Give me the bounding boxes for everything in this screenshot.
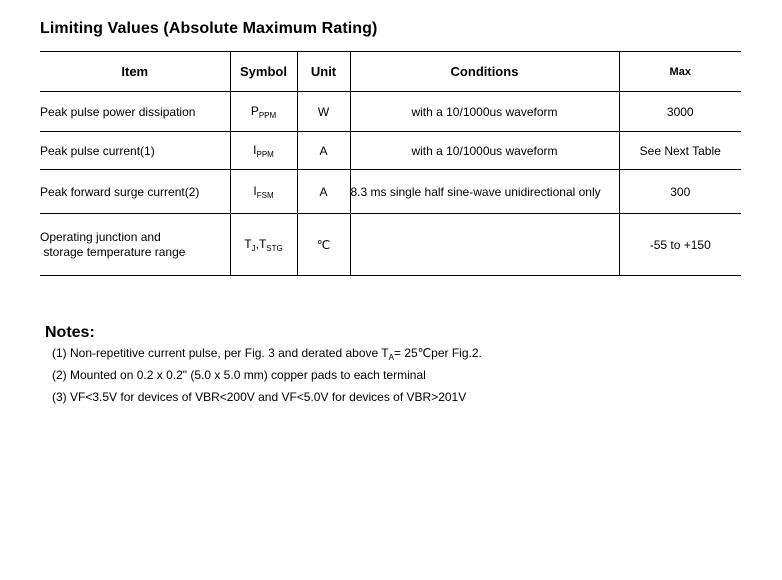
note-1: (1) Non-repetitive current pulse, per Fig. 3 and derated above $T_A=$ 25℃per Fig.2.	[52, 346, 482, 362]
row-symbol: $T_J,T_{STG}$	[230, 214, 297, 276]
row-max: 3000	[619, 92, 741, 132]
header-unit: Unit	[297, 52, 350, 92]
row-conditions: 8.3 ms single half sine-wave unidirectional only	[350, 170, 619, 214]
header-conditions: Conditions	[350, 52, 619, 92]
notes-title: Notes:	[45, 324, 95, 341]
table-header-row	[40, 52, 741, 92]
row-conditions	[350, 214, 619, 276]
row-symbol: $I_{FSM}$	[230, 170, 297, 214]
row-max: See Next Table	[619, 132, 741, 170]
row-unit: A	[297, 132, 350, 170]
row-max: 300	[619, 170, 741, 214]
row-unit: W	[297, 92, 350, 132]
row-conditions: with a 10/1000us waveform	[350, 92, 619, 132]
row-unit: ℃	[297, 214, 350, 276]
table-row	[40, 214, 741, 276]
row-item: Operating junction and storage temperature range	[40, 229, 186, 259]
row-unit: A	[297, 170, 350, 214]
note-3: (3) VF<3.5V for devices of VBR<200V and VF<5.0V for devices of VBR>201V	[52, 390, 467, 404]
row-conditions: with a 10/1000us waveform	[350, 132, 619, 170]
table-row	[40, 170, 741, 214]
header-symbol: Symbol	[230, 52, 297, 92]
header-max: Max	[619, 52, 741, 92]
table-row	[40, 92, 741, 132]
row-item: Peak pulse power dissipation	[40, 104, 196, 119]
row-symbol: $I_{PPM}$	[230, 132, 297, 170]
table-row	[40, 132, 741, 170]
header-item: Item	[121, 64, 149, 79]
page-title: Limiting Values (Absolute Maximum Rating)	[40, 20, 378, 37]
row-item: Peak forward surge current(2)	[40, 184, 200, 199]
note-2: (2) Mounted on 0.2 x 0.2" (5.0 x 5.0 mm) copper pads to each terminal	[52, 368, 426, 382]
row-symbol: $P_{PPM}$	[230, 92, 297, 132]
limiting-values-table	[40, 51, 741, 276]
row-max: -55 to +150	[619, 214, 741, 276]
row-item: Peak pulse current(1)	[40, 143, 155, 158]
